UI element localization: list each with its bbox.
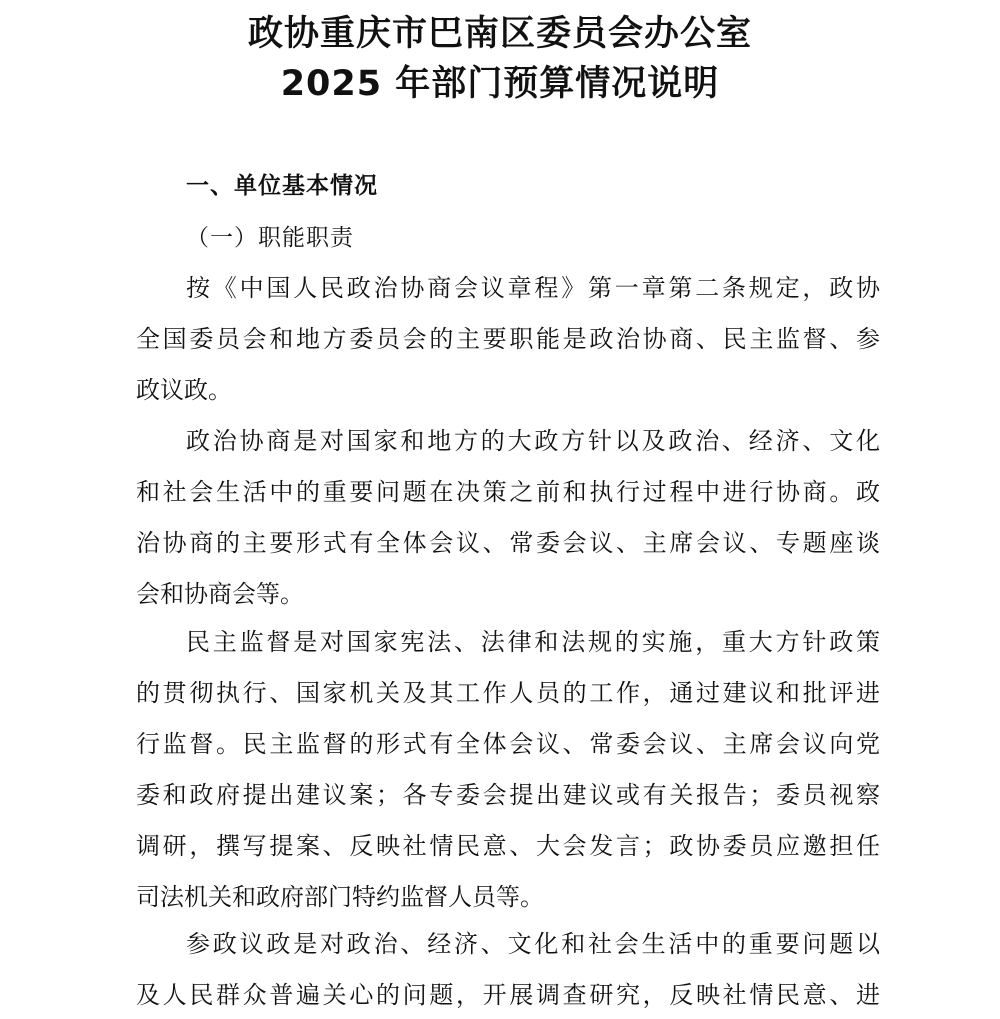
paragraph-line: 民主监督是对国家宪法、法律和法规的实施，重大方针政策 <box>186 628 880 656</box>
document-title-line-2: 2025 年部门预算情况说明 <box>280 64 720 104</box>
subsection-heading: （一）职能职责 <box>186 225 354 251</box>
paragraph-line: 委和政府提出建议案；各专委会提出建议或有关报告；委员视察 <box>136 781 880 809</box>
paragraph-line: 政治协商是对国家和地方的大政方针以及政治、经济、文化 <box>186 427 880 455</box>
paragraph-line: 和社会生活中的重要问题在决策之前和执行过程中进行协商。政 <box>136 478 880 506</box>
paragraph-line: 全国委员会和地方委员会的主要职能是政治协商、民主监督、参 <box>136 325 880 353</box>
paragraph-line: 参政议政是对政治、经济、文化和社会生活中的重要问题以 <box>186 930 880 958</box>
paragraph-line: 按《中国人民政治协商会议章程》第一章第二条规定，政协 <box>186 274 880 302</box>
paragraph-line: 及人民群众普遍关心的问题，开展调查研究，反映社情民意、进 <box>136 981 880 1009</box>
paragraph-line: 司法机关和政府部门特约监督人员等。 <box>136 883 544 911</box>
paragraph-line: 调研，撰写提案、反映社情民意、大会发言；政协委员应邀担任 <box>136 832 880 860</box>
paragraph-line: 政议政。 <box>136 376 232 404</box>
document-title-line-1: 政协重庆市巴南区委员会办公室 <box>247 14 752 54</box>
paragraph-line: 行监督。民主监督的形式有全体会议、常委会议、主席会议向党 <box>136 730 880 758</box>
section-heading: 一、单位基本情况 <box>186 173 378 199</box>
paragraph-line: 治协商的主要形式有全体会议、常委会议、主席会议、专题座谈 <box>136 529 880 557</box>
paragraph-line: 会和协商会等。 <box>136 580 304 608</box>
paragraph-line: 的贯彻执行、国家机关及其工作人员的工作，通过建议和批评进 <box>136 679 880 707</box>
